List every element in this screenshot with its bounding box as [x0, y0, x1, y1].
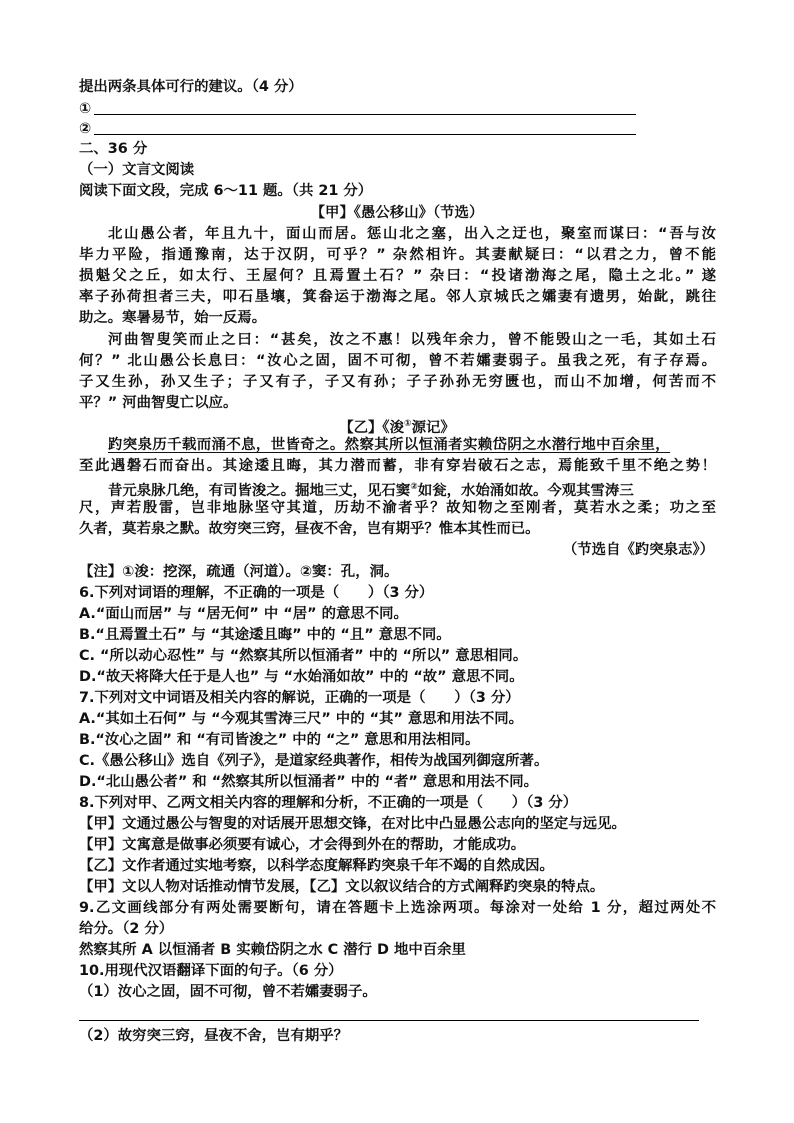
passage-jia-line: 何？” 北山愚公长息曰：“汝心之固，固不可彻，曾不若孀妻弱子。虽我之死，有子存焉。	[79, 353, 716, 369]
q6-option-a[interactable]: A.“面山而居” 与 “居无何” 中 “居” 的意思不同。	[79, 606, 408, 622]
passage-jia-line: 率子孙荷担者三夫，叩石垦壤，箕畚运于渤海之尾。邻人京城氏之孀妻有遗男，始龀，跳往	[79, 289, 716, 305]
q6-option-b[interactable]: B.“且焉置土石” 与 “其途逶且晦” 中的 “且” 意思不同。	[79, 627, 451, 643]
q7-option-d[interactable]: D.“北山愚公者” 和 “然察其所以恒涌者” 中的 “者” 意思和用法不同。	[79, 774, 538, 790]
q8-stem: 8.下列对甲、乙两文相关内容的理解和分析，不正确的一项是（ ）（3 分）	[79, 795, 578, 811]
q9-stem: 9.乙文画线部分有两处需要断句，请在答题卡上选涂两项。每涂对一处给 1 分，超过两处不	[79, 900, 716, 916]
sub-heading: （一）文言文阅读	[79, 162, 195, 178]
q8-option-4[interactable]: 【甲】文以人物对话推动情节发展，【乙】文以叙议结合的方式阐释趵突泉的特点。	[79, 879, 605, 895]
q8-option-3[interactable]: 【乙】文作者通过实地考察，以科学态度解释趵突泉千年不竭的自然成因。	[79, 858, 554, 874]
passage-yi-underlined-line: 趵突泉历千载而涌不息，世皆奇之。然察其所以恒涌者实赖岱阴之水潜行地中百余里，	[108, 437, 671, 453]
section-heading: 二、36 分	[79, 141, 148, 157]
q10-item-1: （1）汝心之固，固不可彻，曾不若孀妻弱子。	[79, 984, 377, 1000]
passage-jia-line: 平？” 河曲智叟亡以应。	[79, 395, 238, 411]
passage-yi-line: 昔元泉脉几绝，有司皆浚之。掘地三丈，见石窦②如瓮，水始涌如故。今观其雪涛三	[108, 482, 634, 499]
passage-yi-line: 久者，莫若泉之默。故穷突三窍，昼夜不舍，岂有期乎？惟本其性而已。	[79, 521, 540, 537]
q7-stem: 7.下列对文中词语及相关内容的解说，正确的一项是（ ）（3 分）	[79, 690, 520, 706]
q10-answer-line[interactable]	[79, 1020, 699, 1021]
q6-option-d[interactable]: D.“故天将降大任于是人也” 与 “水始涌如故” 中的 “故” 意思不同。	[79, 669, 524, 685]
answer-line-2[interactable]	[94, 134, 636, 135]
q7-option-a[interactable]: A.“其如土石何” 与 “今观其雪涛三尺” 中的 “其” 意思和用法不同。	[79, 711, 524, 727]
passage-yi-source: （节选自《趵突泉志》）	[562, 542, 714, 558]
passage-jia-line: 子又生孙，孙又生子；子又有子，子又有孙；子子孙孙无穷匮也，而山不加增，何苦而不	[79, 374, 716, 390]
passage-yi-line: 尺，声若殷雷，岂非地脉坚守其道，历劫不渝者乎？故知物之至刚者，莫若水之柔；功之至	[79, 500, 716, 516]
notes: 【注】①浚：挖深，疏通（河道）。②窦：孔，洞。	[79, 564, 399, 580]
q10-item-2: （2）故穷突三窍，昼夜不舍，岂有期乎？	[79, 1028, 349, 1044]
blank1-marker: ①	[79, 101, 92, 117]
passage-jia-line: 毕力平险，指通豫南，达于汉阴，可乎？” 杂然相许。其妻献疑曰：“以君之力，曾不能	[79, 247, 716, 263]
q8-option-2[interactable]: 【甲】文寓意是做事必须要有诚心，才会得到外在的帮助，才能成功。	[79, 837, 526, 853]
passage-jia-line: 河曲智叟笑而止之曰：“甚矣，汝之不惠！以残年余力，曾不能毁山之一毛，其如土石	[108, 332, 716, 348]
q9-stem-cont: 给分。（2 分）	[79, 921, 174, 937]
passage-jia-line: 助之。寒暑易节，始一反焉。	[79, 310, 267, 326]
q6-stem: 6.下列对词语的理解，不正确的一项是（ ）（3 分）	[79, 585, 434, 601]
passage-jia-line: 损魁父之丘，如太行、王屋何？且焉置土石？” 杂曰：“投诸渤海之尾，隐土之北。” 遂	[79, 268, 716, 284]
blank2-marker: ②	[79, 121, 92, 137]
q8-option-1[interactable]: 【甲】文通过愚公与智叟的对话展开思想交锋，在对比中凸显愚公志向的坚定与远见。	[79, 816, 626, 832]
q5-tail: 提出两条具体可行的建议。（4 分）	[79, 79, 303, 95]
instruction: 阅读下面文段，完成 6～11 题。（共 21 分）	[79, 183, 373, 199]
q6-option-c[interactable]: C. “所以动心忍性” 与 “然察其所以恒涌者” 中的 “所以” 意思相同。	[79, 648, 528, 664]
answer-line-1[interactable]	[94, 114, 636, 115]
passage-jia-line: 北山愚公者，年且九十，面山而居。惩山北之塞，出入之迂也，聚室而谋曰：“吾与汝	[108, 226, 716, 242]
q7-option-b[interactable]: B.“汝心之固” 和 “有司皆浚之” 中的 “之” 意思和用法相同。	[79, 732, 480, 748]
q9-segments: 然察其所 A 以恒涌者 B 实赖岱阴之水 C 潜行 D 地中百余里	[79, 942, 466, 958]
q10-stem: 10.用现代汉语翻译下面的句子。（6 分）	[79, 963, 343, 979]
passage-jia-title: 【甲】《愚公移山》（节选）	[310, 205, 484, 221]
q7-option-c[interactable]: C.《愚公移山》选自《列子》，是道家经典著作，相传为战国列御寇所著。	[79, 753, 549, 769]
passage-yi-line: 至此遇磐石而奋出。其途逶且晦，其力潜而蓄，非有穿岩破石之志，焉能致千里不绝之势！	[79, 458, 716, 474]
passage-yi-title: 【乙】《浚①源记》	[339, 419, 455, 436]
